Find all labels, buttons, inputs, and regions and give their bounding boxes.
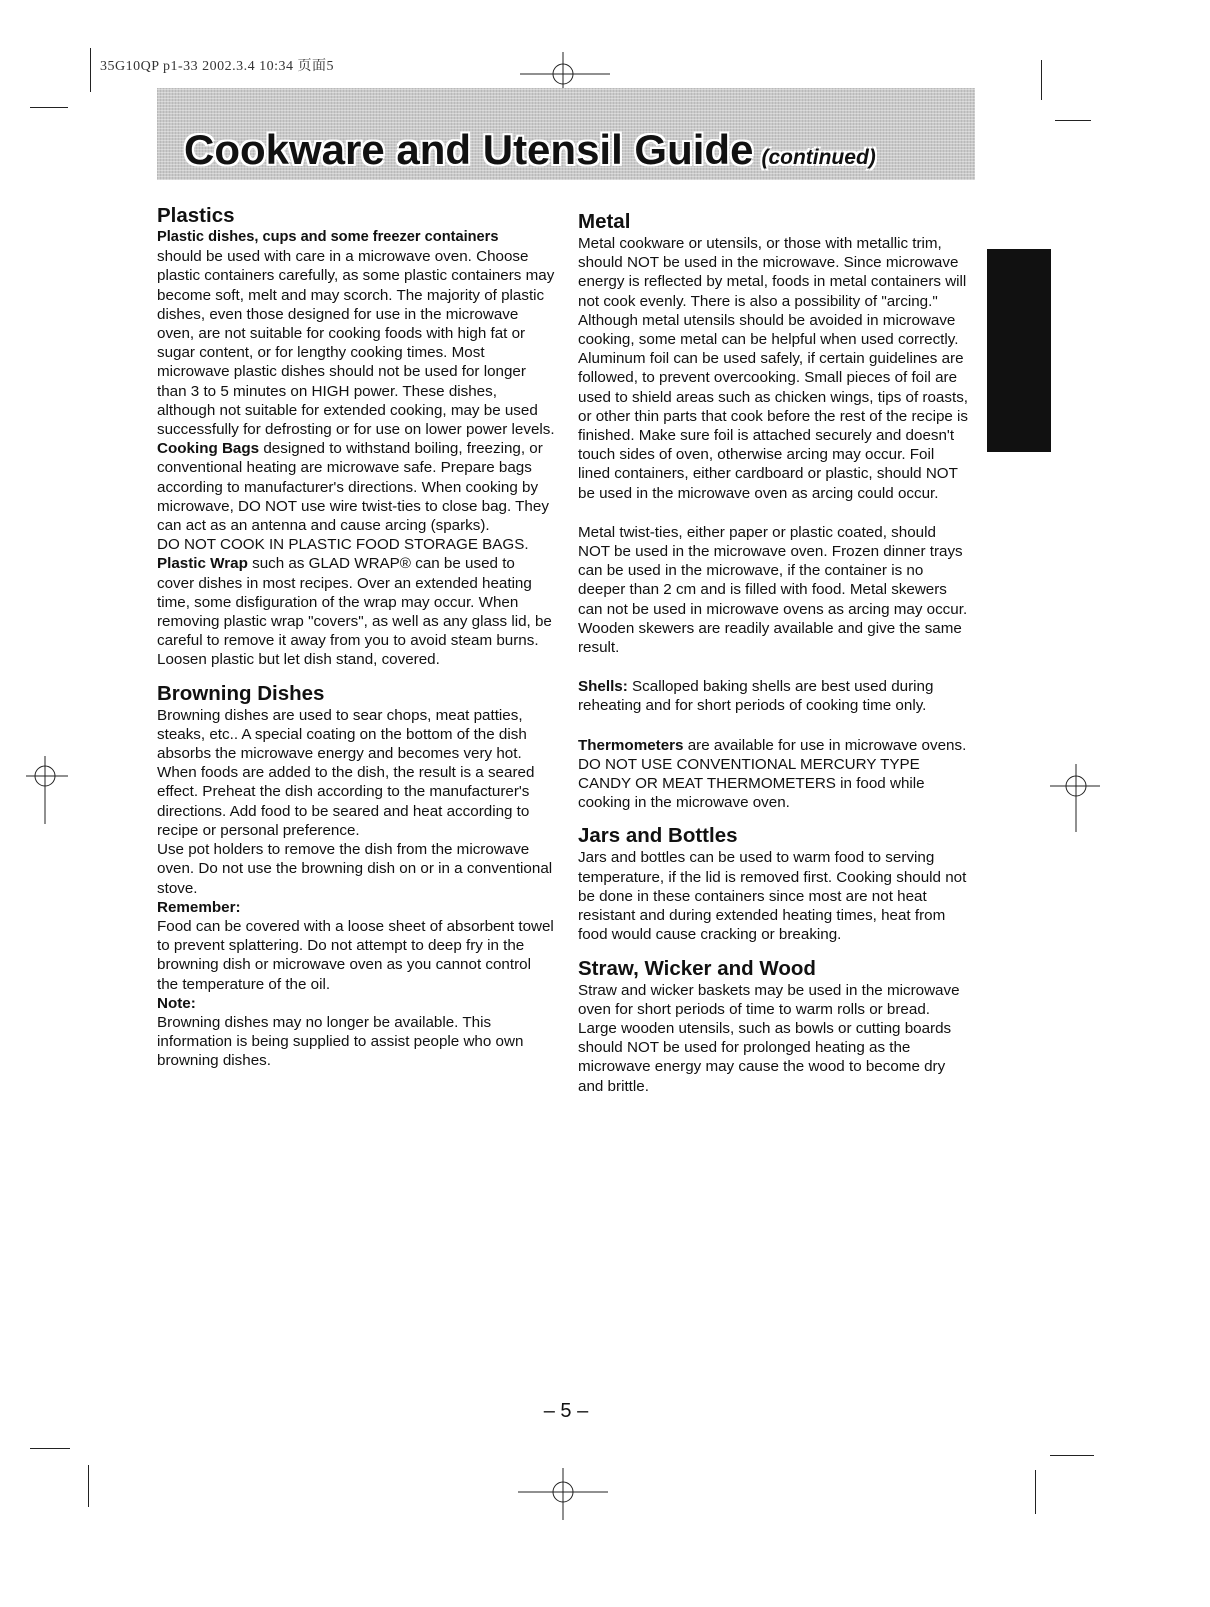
plastic-wrap-paragraph <box>157 554 555 650</box>
plastic-wrap-label: Plastic Wrap <box>157 555 248 573</box>
metal-heading: Metal <box>578 210 631 233</box>
left-column <box>157 204 555 1071</box>
plastics-heading: Plastics <box>157 204 235 227</box>
right-column <box>578 204 970 1096</box>
browning-dishes-heading: Browning Dishes <box>157 681 325 705</box>
crop-mark <box>1055 120 1091 121</box>
browning-paragraph-1: Browning dishes are used to sear chops, meat patties, steaks, etc.. A special coating on the bottom of the dish absorbs the microwave energy and becomes very hot. When foods are added to the dish, the result is a seared effect. Preheat the dish according to the manufacturer's directions. Add food to be seared and heat according to recipe or personal preference. <box>157 706 535 839</box>
plastics-lead: Plastic dishes, cups and some freezer containers <box>157 229 499 245</box>
crop-mark <box>88 1465 89 1507</box>
crop-mark <box>1050 1455 1094 1456</box>
crop-mark <box>1035 1470 1036 1514</box>
metal-paragraph-4: Metal twist-ties, either paper or plastic coated, should NOT be used in the microwave oven. Frozen dinner trays can be used in the microwave, if the container is no deeper than 2 cm and is filled with food. Metal skewers can not be used in microwave ovens as arcing may occur. Wooden skewers are readily available and give the same result. <box>578 523 968 657</box>
print-slug: 35G10QP p1-33 2002.3.4 10:34 页面5 <box>100 59 335 74</box>
straw-wicker-wood-heading: Straw, Wicker and Wood <box>578 956 816 980</box>
storage-bags-warning: DO NOT COOK IN PLASTIC FOOD STORAGE BAGS. <box>157 536 529 554</box>
crop-mark <box>90 48 91 92</box>
section-tab <box>987 249 1051 452</box>
title-banner <box>157 88 975 180</box>
plastic-wrap-text: such as GLAD WRAP® can be used to cover dishes in most recipes. Over an extended heating time, some disfiguration of the wrap may occur. When removing plastic wrap "covers", as well as any glass lid, be careful to remove it away from you to avoid steam burns. <box>157 555 552 650</box>
remember-text: Food can be covered with a loose sheet of absorbent towel to prevent splattering. Do not attempt to deep fry in the browning dish or microwave oven as you cannot control the temperature of the oil. <box>157 917 554 993</box>
shells-text: Scalloped baking shells are best used during reheating and for short periods of cooking time only. <box>578 678 934 715</box>
metal-paragraph-1: Metal cookware or utensils, or those with metallic trim, should NOT be used in the microwave. Since microwave energy is reflected by metal, foods in metal containers will not cook evenly. There is also a possibility of "arcing." <box>578 235 967 310</box>
shells-paragraph <box>578 677 970 715</box>
thermometers-text: are available for use in microwave ovens. DO NOT USE CONVENTIONAL MERCURY TYPE CANDY OR MEAT THERMOMETERS in food while cooking in the microwave oven. <box>578 736 967 812</box>
plastics-paragraph: should be used with care in a microwave oven. Choose plastic containers carefully, as some plastic containers may become soft, melt and may scorch. The majority of plastic dishes, even those designed for use in the microwave oven, are not suitable for cooking foods with high fat or sugar content, or for lengthy cooking times. Most microwave plastic dishes should not be used for longer than 3 to 5 minutes on HIGH power. These dishes, although not suitable for extended cooking, may be used successfully for defrosting or for use on lower power levels. <box>157 248 555 439</box>
metal-paragraph-3: Aluminum foil can be used safely, if certain guidelines are followed, to prevent overcooking. Small pieces of foil are used to shield areas such as chicken wings, tips of roasts, or other thin parts that cook before the rest of the recipe is finished. Make sure foil is attached securely and doesn't touch sides of oven, otherwise arcing may occur. Foil lined containers, either cardboard or plastic, should NOT be used in the microwave oven as arcing could occur. <box>578 350 969 502</box>
note-label-text: Note: <box>157 994 196 1012</box>
cooking-bags-text: designed to withstand boiling, freezing, or conventional heating are microwave safe. Prepare bags according to manufacturer's directions. When cooking by microwave, DO NOT use wire twist-ties to close bag. They can act as an antenna and cause arcing (sparks). <box>157 440 549 535</box>
loosen-plastic-note: Loosen plastic but let dish stand, covered. <box>157 651 440 669</box>
registration-mark-bottom <box>518 1468 608 1520</box>
cooking-bags-label: Cooking Bags <box>157 440 260 458</box>
crop-mark <box>30 1448 70 1449</box>
metal-paragraph-2: Although metal utensils should be avoided in microwave cooking, some metal can be helpful when used correctly. <box>578 311 959 349</box>
note-label <box>157 994 555 1013</box>
jars-bottles-text: Jars and bottles can be used to warm food to serving temperature, if the lid is removed first. Cooking should not be done in these containers since most are not heat resistant and during extended heating times, heat from food would cause cracking or breaking. <box>578 849 967 944</box>
page-title-text: Cookware and Utensil Guide <box>184 126 754 173</box>
remember-label-text: Remember: <box>157 898 241 916</box>
registration-mark-left <box>18 738 68 824</box>
page-number: – 5 – <box>543 1400 589 1422</box>
cooking-bags-paragraph <box>157 439 555 535</box>
thermometers-label: Thermometers <box>578 736 684 754</box>
note-text: Browning dishes may no longer be available. This information is being supplied to assist people who own browning dishes. <box>157 1013 524 1070</box>
crop-mark <box>30 107 68 108</box>
browning-paragraph-2: Use pot holders to remove the dish from the microwave oven. Do not use the browning dish on or in a conventional stove. <box>157 841 553 897</box>
crop-mark <box>1041 60 1042 100</box>
remember-label <box>157 898 555 917</box>
page-subtitle: (continued) <box>761 146 876 169</box>
thermometers-paragraph <box>578 736 970 813</box>
page-title <box>184 126 876 174</box>
registration-mark-right <box>1050 742 1100 832</box>
jars-bottles-heading: Jars and Bottles <box>578 824 738 848</box>
straw-wicker-wood-text: Straw and wicker baskets may be used in the microwave oven for short periods of time to warm rolls or bread. Large wooden utensils, such as bowls or cutting boards should NOT be used for prolonged heating as the microwave energy may cause the wood to become dry and brittle. <box>578 981 960 1095</box>
shells-label: Shells: <box>578 678 628 696</box>
